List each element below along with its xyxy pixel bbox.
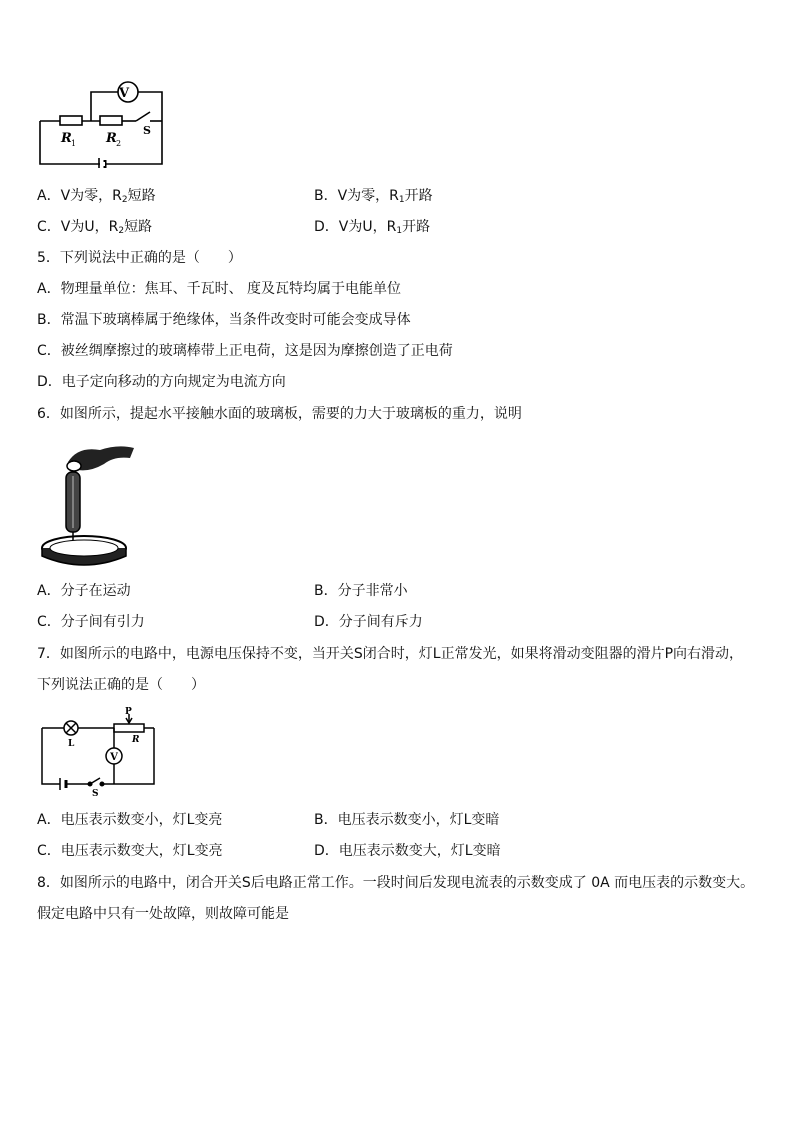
q4-option-a: A．V为零，$R_2$短路 bbox=[37, 188, 156, 205]
q7-stem-line1: 7．如图所示的电路中，电源电压保持不变，当开关S闭合时，灯L正常发光，如果将滑动变阻器的滑片P向右滑动， bbox=[37, 646, 744, 662]
q8-stem-line1: 8．如图所示的电路中，闭合开关S后电路正常工作。一段时间后发现电流表的示数变成了 0A 而电压表的示数变大。 bbox=[37, 875, 755, 891]
q6-stem: 6．如图所示，提起水平接触水面的玻璃板，需要的力大于玻璃板的重力，说明 bbox=[37, 406, 522, 422]
q7-option-a: A．电压表示数变小，灯L变亮 bbox=[37, 812, 223, 828]
q7-p-label: P bbox=[125, 707, 132, 717]
q6-option-d: D．分子间有斥力 bbox=[314, 614, 423, 630]
q6-option-c: C．分子间有引力 bbox=[37, 614, 145, 630]
q5-option-b: B．常温下玻璃棒属于绝缘体，当条件改变时可能会变成导体 bbox=[37, 312, 411, 328]
q7-circuit-diagram bbox=[36, 704, 160, 796]
q4-circuit-diagram bbox=[36, 80, 170, 168]
q6-spring-scale-figure bbox=[38, 440, 142, 570]
q5-option-a: A．物理量单位：焦耳、千瓦时、 度及瓦特均属于电能单位 bbox=[37, 281, 402, 297]
q7-option-c: C．电压表示数变大，灯L变亮 bbox=[37, 843, 223, 859]
resistor-r1 bbox=[60, 116, 82, 125]
q4-option-d: D．V为U，$R_1$开路 bbox=[314, 219, 431, 236]
r2-sub: 2 bbox=[116, 139, 122, 148]
q4-option-c: C．V为U，$R_2$短路 bbox=[37, 219, 153, 236]
q7-stem-line2: 下列说法正确的是（ ） bbox=[37, 677, 205, 693]
q7-rheostat bbox=[114, 724, 144, 732]
q5-stem: 5．下列说法中正确的是（ ） bbox=[37, 250, 242, 266]
q7-l-label: L bbox=[68, 739, 75, 749]
switch-s bbox=[136, 112, 150, 121]
q7-option-d: D．电压表示数变大，灯L变暗 bbox=[314, 843, 501, 859]
q7-option-b: B．电压表示数变小，灯L变暗 bbox=[314, 812, 500, 828]
q6-option-a: A．分子在运动 bbox=[37, 583, 131, 599]
r2-label: R bbox=[106, 131, 117, 146]
voltmeter-label: V bbox=[118, 86, 130, 101]
q7-v-label: V bbox=[110, 752, 118, 763]
q5-option-c: C．被丝绸摩擦过的玻璃棒带上正电荷，这是因为摩擦创造了正电荷 bbox=[37, 343, 453, 359]
q7-switch bbox=[90, 778, 100, 784]
q5-option-d: D．电子定向移动的方向规定为电流方向 bbox=[37, 374, 286, 390]
q8-stem-line2: 假定电路中只有一处故障，则故障可能是 bbox=[37, 906, 289, 922]
q7-s-label: S bbox=[92, 789, 99, 796]
r1-sub: 1 bbox=[71, 139, 77, 148]
r1-label: R bbox=[61, 131, 72, 146]
resistor-r2 bbox=[100, 116, 122, 125]
q4-option-b: B．V为零，$R_1$开路 bbox=[314, 188, 433, 205]
q7-r-label: R bbox=[132, 735, 140, 745]
q6-option-b: B．分子非常小 bbox=[314, 583, 408, 599]
switch-label: S bbox=[143, 124, 151, 137]
